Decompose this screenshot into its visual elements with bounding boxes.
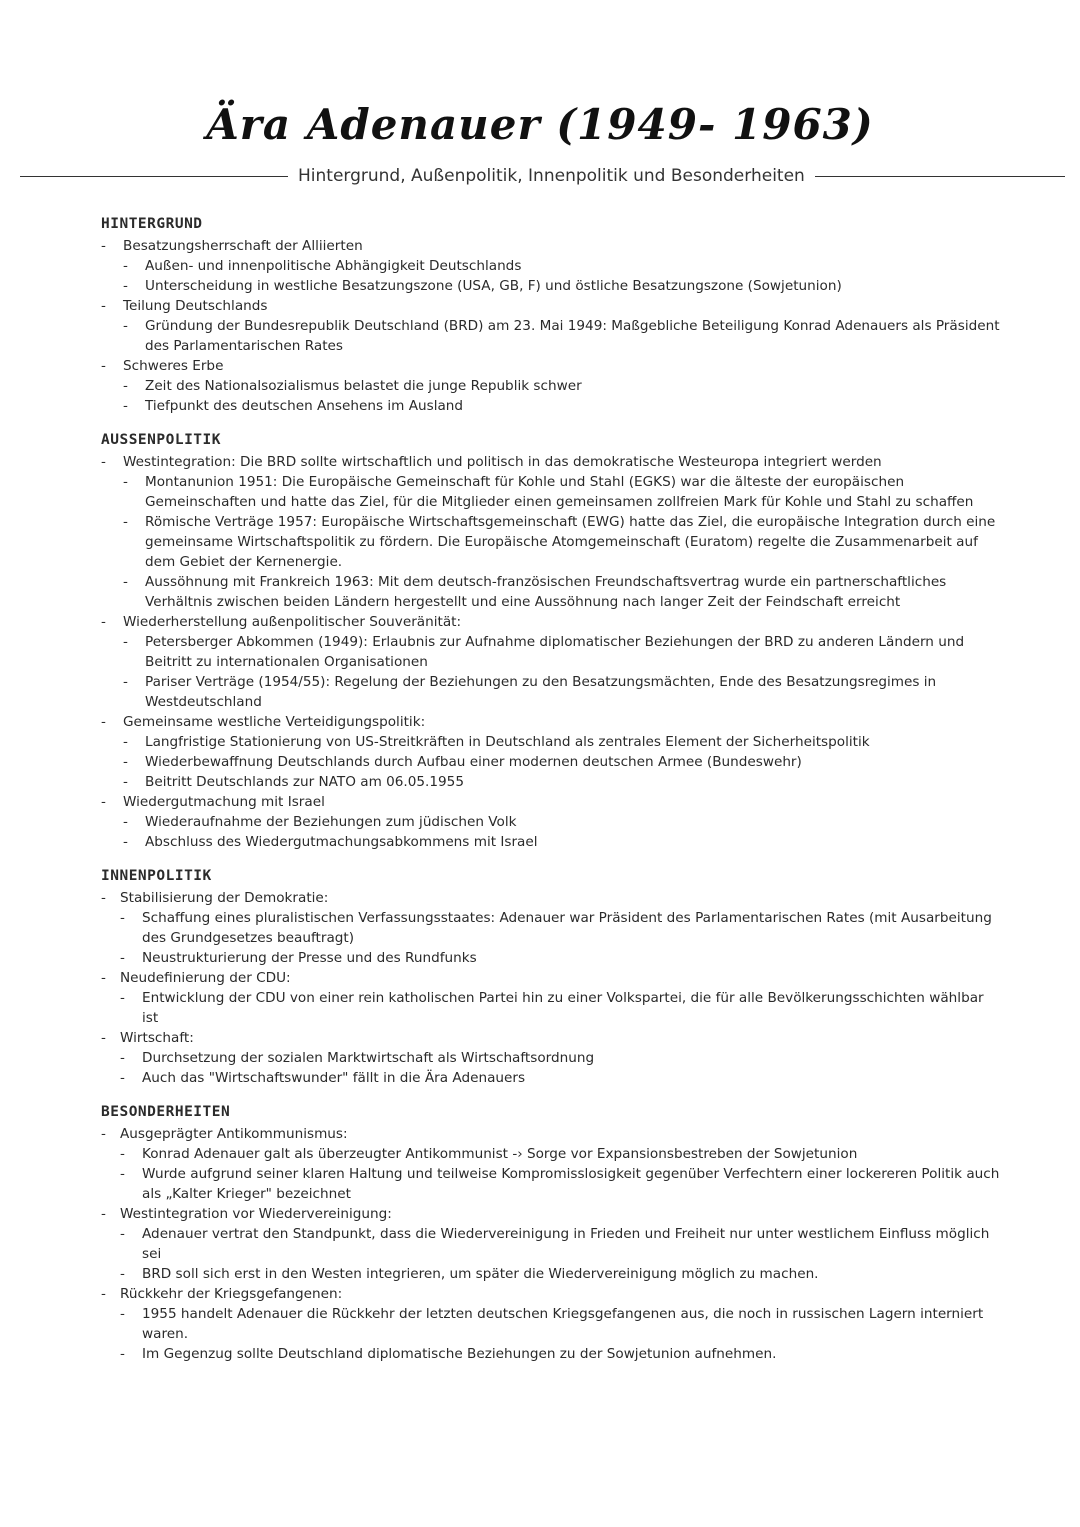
sub-bullet-item: - Montanunion 1951: Die Europäische Gemeinschaft für Kohle und Stahl (EGKS) war die älteste der europäischen Gemeinschaften und hatte das Ziel, für die Mitglieder einen gemeinsamen zollfreien Mark für Kohle und Stahl zu schaffen [123, 472, 1001, 512]
divider-line-left [20, 176, 288, 177]
bullet-item [101, 712, 1001, 792]
bullet-text: Neudefinierung der CDU: [120, 970, 291, 986]
sub-bullet-item: - Wurde aufgrund seiner klaren Haltung und teilweise Kompromisslosigkeit gegenüber Verfechtern einer lockereren Politik auch als „Kalter Krieger" bezeichnet [120, 1164, 1001, 1204]
divider-line-right [815, 176, 1065, 177]
sub-bullet-item: - Langfristige Stationierung von US-Streitkräften in Deutschland als zentrales Element der Sicherheitspolitik [123, 732, 1001, 752]
section-hintergrund [101, 214, 1001, 416]
bullet-text: Westintegration vor Wiedervereinigung: [120, 1206, 392, 1222]
subtitle-row [20, 164, 1065, 188]
sub-bullet-item: - Petersberger Abkommen (1949): Erlaubnis zur Aufnahme diplomatischer Beziehungen der BRD zu anderen Ländern und Beitritt zu internationalen Organisationen [123, 632, 1001, 672]
sub-bullet-list [120, 908, 1001, 968]
sub-bullet-item: - Römische Verträge 1957: Europäische Wirtschaftsgemeinschaft (EWG) hatte das Ziel, die europäische Integration durch eine gemeinsame Wirtschaftspolitik zu fördern. Die Europäische Atomgemeinschaft (Euratom) regelte die Zusammenarbeit auf dem Gebiet der Kernenergie. [123, 512, 1001, 572]
sub-bullet-item: - Wiederbewaffnung Deutschlands durch Aufbau einer modernen deutschen Armee (Bundeswehr) [123, 752, 1001, 772]
bullet-text: Teilung Deutschlands [123, 298, 268, 314]
sub-bullet-item: - Im Gegenzug sollte Deutschland diplomatische Beziehungen zu der Sowjetunion aufnehmen. [120, 1344, 1001, 1364]
sub-bullet-item: - Beitritt Deutschlands zur NATO am 06.05.1955 [123, 772, 1001, 792]
document-body [101, 214, 1001, 1378]
sub-bullet-list [123, 472, 1001, 612]
section-innenpolitik [101, 866, 1001, 1088]
sub-bullet-item: - Zeit des Nationalsozialismus belastet die junge Republik schwer [123, 376, 1001, 396]
sub-bullet-list [123, 632, 1001, 712]
page-subtitle: Hintergrund, Außenpolitik, Innenpolitik und Besonderheiten [298, 166, 805, 186]
bullet-item [101, 968, 1001, 1028]
bullet-item [101, 356, 1001, 416]
bullet-text: Wiederherstellung außenpolitischer Souveränität: [123, 614, 462, 630]
sub-bullet-item: - Neustrukturierung der Presse und des Rundfunks [120, 948, 1001, 968]
section-heading: HINTERGRUND [101, 216, 203, 232]
sub-bullet-list [120, 1304, 1001, 1364]
section-besonderheiten [101, 1102, 1001, 1364]
section-heading: BESONDERHEITEN [101, 1104, 231, 1120]
sub-bullet-item: - Schaffung eines pluralistischen Verfassungsstaates: Adenauer war Präsident des Parlamentarischen Rates (mit Ausarbeitung des Grundgesetzes beauftragt) [120, 908, 1001, 948]
sub-bullet-item: - Pariser Verträge (1954/55): Regelung der Beziehungen zu den Besatzungsmächten, Ende des Besatzungsregimes in Westdeutschland [123, 672, 1001, 712]
bullet-item [101, 1028, 1001, 1088]
bullet-text: Stabilisierung der Demokratie: [120, 890, 329, 906]
bullet-list [101, 1124, 1001, 1364]
sub-bullet-item: - 1955 handelt Adenauer die Rückkehr der letzten deutschen Kriegsgefangenen aus, die noch in russischen Lagern interniert waren. [120, 1304, 1001, 1344]
bullet-item [101, 452, 1001, 612]
sub-bullet-list [123, 732, 1001, 792]
bullet-text: Westintegration: Die BRD sollte wirtschaftlich und politisch in das demokratische Westeuropa integriert werden [123, 454, 882, 470]
bullet-text: Schweres Erbe [123, 358, 224, 374]
bullet-text: Besatzungsherrschaft der Alliierten [123, 238, 363, 254]
sub-bullet-list [120, 988, 1001, 1028]
bullet-item [101, 612, 1001, 712]
sub-bullet-item: - Tiefpunkt des deutschen Ansehens im Ausland [123, 396, 1001, 416]
sub-bullet-item: - Entwicklung der CDU von einer rein katholischen Partei hin zu einer Volkspartei, die für alle Bevölkerungsschichten wählbar ist [120, 988, 1001, 1028]
sub-bullet-item: - Auch das "Wirtschaftswunder" fällt in die Ära Adenauers [120, 1068, 1001, 1088]
sub-bullet-item: - BRD soll sich erst in den Westen integrieren, um später die Wiedervereinigung möglich zu machen. [120, 1264, 1001, 1284]
sub-bullet-list [120, 1144, 1001, 1204]
sub-bullet-item: - Wiederaufnahme der Beziehungen zum jüdischen Volk [123, 812, 1001, 832]
bullet-text: Rückkehr der Kriegsgefangenen: [120, 1286, 343, 1302]
bullet-text: Ausgeprägter Antikommunismus: [120, 1126, 348, 1142]
bullet-item [101, 236, 1001, 296]
bullet-list [101, 452, 1001, 852]
sub-bullet-item: - Außen- und innenpolitische Abhängigkeit Deutschlands [123, 256, 1001, 276]
bullet-item [101, 1204, 1001, 1284]
bullet-text: Wiedergutmachung mit Israel [123, 794, 325, 810]
bullet-text: Gemeinsame westliche Verteidigungspolitik: [123, 714, 426, 730]
sub-bullet-list [123, 316, 1001, 356]
sub-bullet-list [123, 812, 1001, 852]
sub-bullet-item: - Aussöhnung mit Frankreich 1963: Mit dem deutsch-französischen Freundschaftsvertrag wurde ein partnerschaftliches Verhältnis zwischen beiden Ländern hergestellt und eine Aussöhnung nach langer Zeit der Feindschaft erreicht [123, 572, 1001, 612]
section-aussenpolitik [101, 430, 1001, 852]
sub-bullet-item: - Durchsetzung der sozialen Marktwirtschaft als Wirtschaftsordnung [120, 1048, 1001, 1068]
sub-bullet-list [120, 1048, 1001, 1088]
section-heading: AUSSENPOLITIK [101, 432, 221, 448]
section-heading: INNENPOLITIK [101, 868, 212, 884]
sub-bullet-list [120, 1224, 1001, 1284]
sub-bullet-item: - Gründung der Bundesrepublik Deutschland (BRD) am 23. Mai 1949: Maßgebliche Beteiligung Konrad Adenauers als Präsident des Parlamentarischen Rates [123, 316, 1001, 356]
bullet-list [101, 236, 1001, 416]
sub-bullet-item: - Unterscheidung in westliche Besatzungszone (USA, GB, F) und östliche Besatzungszone (Sowjetunion) [123, 276, 1001, 296]
sub-bullet-item: - Abschluss des Wiedergutmachungsabkommens mit Israel [123, 832, 1001, 852]
bullet-item [101, 792, 1001, 852]
sub-bullet-list [123, 256, 1001, 296]
sub-bullet-item: - Konrad Adenauer galt als überzeugter Antikommunist -› Sorge vor Expansionsbestreben der Sowjetunion [120, 1144, 1001, 1164]
bullet-item [101, 296, 1001, 356]
sub-bullet-item: - Adenauer vertrat den Standpunkt, dass die Wiedervereinigung in Frieden und Freiheit nur unter westlichem Einfluss möglich sei [120, 1224, 1001, 1264]
bullet-item [101, 1284, 1001, 1364]
page-title: Ära Adenauer (1949- 1963) [206, 100, 874, 149]
bullet-text: Wirtschaft: [120, 1030, 194, 1046]
bullet-item [101, 888, 1001, 968]
bullet-item [101, 1124, 1001, 1204]
sub-bullet-list [123, 376, 1001, 416]
bullet-list [101, 888, 1001, 1088]
